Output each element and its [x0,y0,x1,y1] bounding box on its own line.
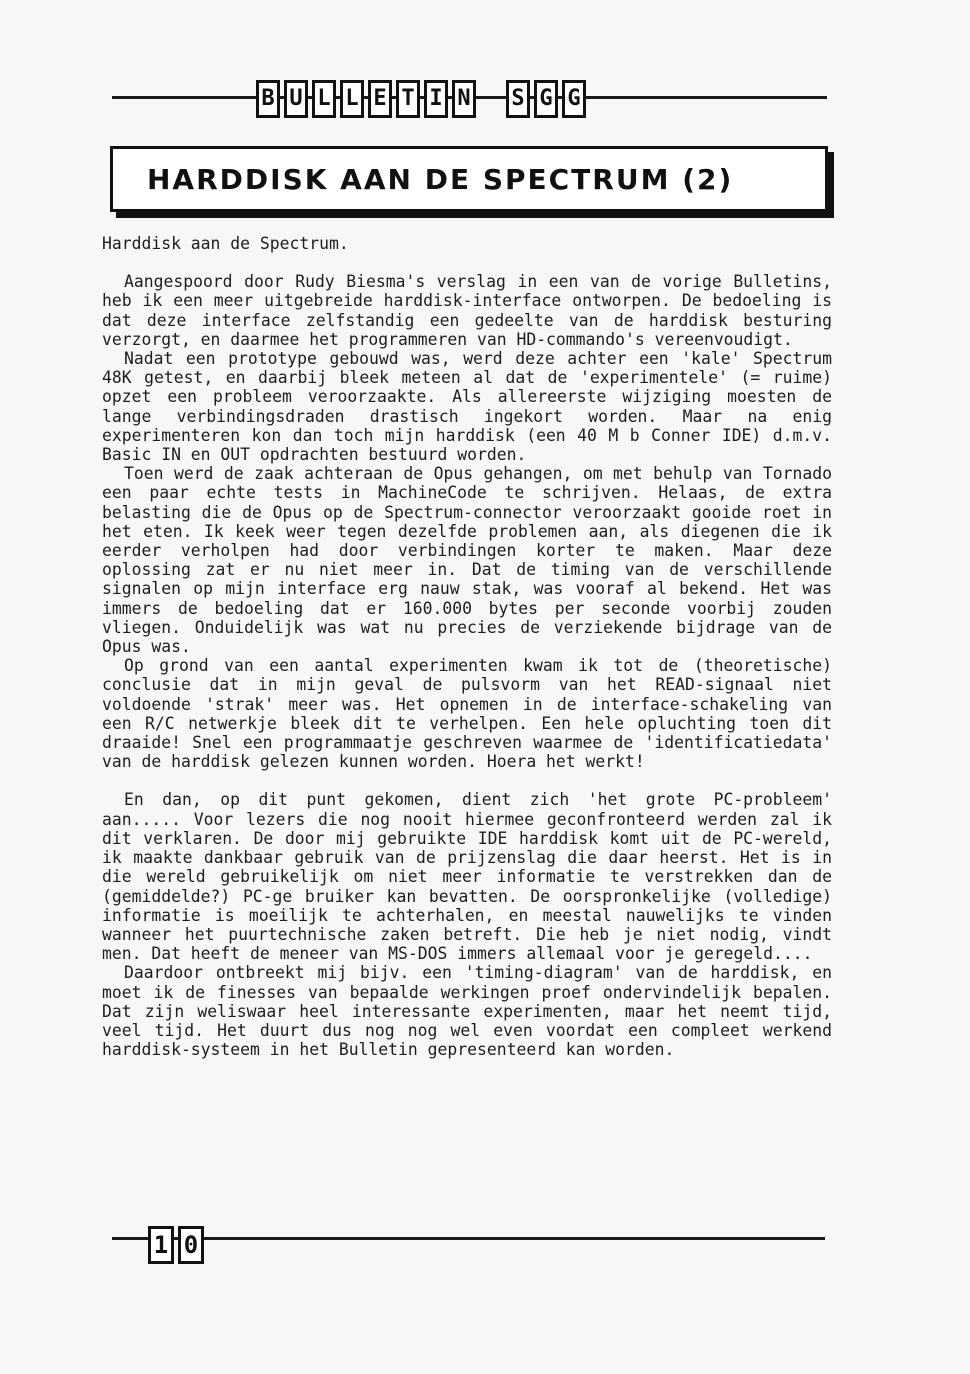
masthead-letter: T [396,80,420,118]
article-heading: Harddisk aan de Spectrum. [102,234,349,253]
masthead-letter: U [284,80,308,118]
article-paragraph: Daardoor ontbreekt mij bijv. een 'timing-diagram' van de harddisk, en moet ik de finesses van bepaalde werkingen proef ondervindelijk bepalen. Dat zijn weliswaar heel interessante experimenten, maar het neemt tijd, veel tijd. Het duurt dus nog nog wel even voordat een compleet werkend harddisk-systeem in het Bulletin gepresenteerd kan worden. [102,963,832,1060]
article-paragraph: En dan, op dit punt gekomen, dient zich 'het grote PC-probleem' aan..... Voor lezers die nog nooit hiermee geconfronteerd werden zal ik dit verklaren. De door mij gebruikte IDE harddisk komt uit de PC-wereld, ik maakte dankbaar gebruik van de prijzenslag die daar heerst. Het is in die wereld gebruikelijk om niet meer informatie te verstrekken dan de (gemiddelde?) PC-ge bruiker kan bevatten. De oorspronkelijke (volledige) informatie is moeilijk te achterhalen, en meestal nauwelijks te vinden wanneer het puurtechnische zaken betreft. Die heb je niet nodig, vindt men. Dat heeft de meneer van MS-DOS immers allemaal voor je geregeld.... [102,790,832,964]
page-number-digit: 1 [148,1226,174,1264]
masthead-letter: L [340,80,364,118]
article-title-box [110,146,828,212]
page-number [148,1226,204,1264]
masthead [256,80,586,118]
footer-rule [112,1237,825,1240]
article-paragraph: Nadat een prototype gebouwd was, werd deze achter een 'kale' Spectrum 48K getest, en daarbij bleek meteen al dat de 'experimentele' (= ruime) opzet een probleem veroorzaakte. Als allereerste wijziging moesten de lange verbindingsdraden drastisch ingekort worden. Maar na enig experimenteren kon dan toch mijn harddisk (een 40 M b Conner IDE) d.m.v. Basic IN en OUT opdrachten bestuurd worden. [102,349,832,465]
masthead-letter: I [424,80,448,118]
article-paragraph: Op grond van een aantal experimenten kwam ik tot de (theoretische) conclusie dat in mijn geval de pulsvorm van het READ-signaal niet voldoende 'strak' meer was. Het opnemen in de interface-schakeling van een R/C netwerkje bleek dit te verhelpen. Een hele opluchting toen dit draaide! Snel een programmaatje geschreven waarmee de 'identificatiedata' van de harddisk gelezen kunnen worden. Hoera het werkt! [102,656,832,772]
masthead-letter: G [534,80,558,118]
article-title: HARDDISK AAN DE SPECTRUM (2) [147,163,734,196]
article-paragraph: Toen werd de zaak achteraan de Opus gehangen, om met behulp van Tornado een paar echte tests in MachineCode te schrijven. Helaas, de extra belasting die de Opus op de Spectrum-connector veroorzaakt gooide roet in het eten. Ik keek weer tegen dezelfde problemen aan, als diegenen die ik eerder verholpen had door verbindingen korter te maken. Maar deze oplossing zat er nu niet meer in. Dat de timing van de verschillende signalen op mijn interface erg nauw stak, was vooraf al bekend. Het was immers de bedoeling dat er 160.000 bytes per seconde voorbij zouden vliegen. Onduidelijk was wat nu precies de verziekende bijdrage van de Opus was. [102,464,832,657]
masthead-letter: E [368,80,392,118]
article-paragraph: Aangespoord door Rudy Biesma's verslag in een van de vorige Bulletins, heb ik een meer uitgebreide harddisk-interface ontworpen. De bedoeling is dat deze interface zelfstandig een gedeelte van de harddisk besturing verzorgt, en daarmee het programmeren van HD-commando's vereenvoudigt. [102,272,832,349]
masthead-letter: G [562,80,586,118]
masthead-letter: S [506,80,530,118]
masthead-letter: B [256,80,280,118]
masthead-letter: N [452,80,476,118]
page-number-digit: 0 [178,1226,204,1264]
masthead-letter: L [312,80,336,118]
article-body [102,234,832,1059]
